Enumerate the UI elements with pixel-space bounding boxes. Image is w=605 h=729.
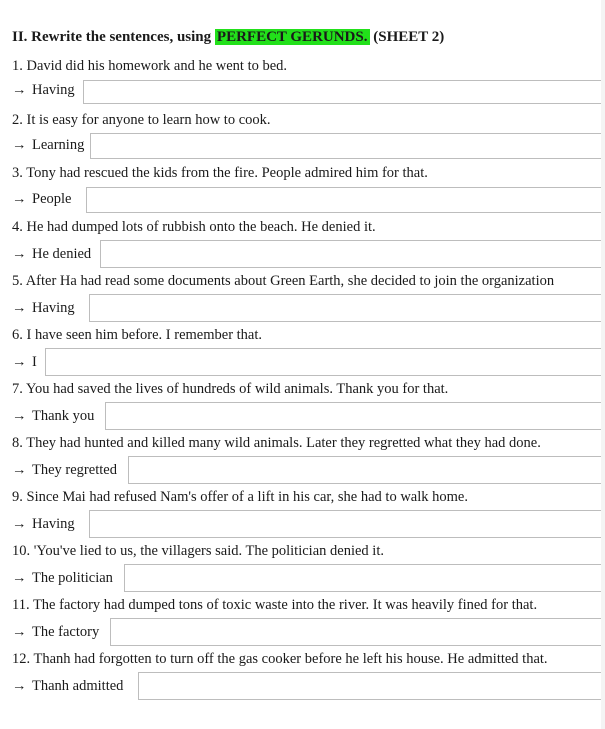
answer-prompt-5 xyxy=(12,300,75,317)
question-8: 8. They had hunted and killed many wild animals. Later they regretted what they had done. xyxy=(12,435,541,451)
answer-field-6[interactable] xyxy=(45,348,605,376)
arrow-icon: → xyxy=(12,191,27,207)
answer-prompt-10 xyxy=(12,570,113,587)
question-9: 9. Since Mai had refused Nam's offer of a lift in his car, she had to walk home. xyxy=(12,489,468,505)
answer-field-5[interactable] xyxy=(89,294,605,322)
page-edge xyxy=(601,0,605,729)
title-prefix: II. Rewrite the sentences, using xyxy=(12,29,215,45)
answer-lead-3: People xyxy=(32,191,72,207)
answer-field-9[interactable] xyxy=(89,510,605,538)
answer-lead-6: I xyxy=(32,354,37,370)
arrow-icon: → xyxy=(12,624,27,640)
answer-lead-12: Thanh admitted xyxy=(32,678,124,694)
answer-prompt-3 xyxy=(12,191,71,208)
arrow-icon: → xyxy=(12,678,27,694)
answer-prompt-1 xyxy=(12,82,75,99)
answer-field-11[interactable] xyxy=(110,618,605,646)
answer-prompt-12 xyxy=(12,678,123,695)
question-5: 5. After Ha had read some documents about Green Earth, she decided to join the organization xyxy=(12,273,555,289)
answer-field-10[interactable] xyxy=(124,564,605,592)
answer-field-2[interactable] xyxy=(90,133,605,159)
answer-field-12[interactable] xyxy=(138,672,605,700)
arrow-icon: → xyxy=(12,82,27,98)
question-6: 6. I have seen him before. I remember that. xyxy=(12,327,263,343)
arrow-icon: → xyxy=(12,246,27,262)
answer-prompt-2 xyxy=(12,137,84,154)
exercise-title xyxy=(12,29,444,46)
answer-field-4[interactable] xyxy=(100,240,605,268)
answer-lead-1: Having xyxy=(32,82,75,98)
answer-lead-7: Thank you xyxy=(32,408,95,424)
answer-field-8[interactable] xyxy=(128,456,605,484)
answer-prompt-9 xyxy=(12,516,75,533)
question-11: 11. The factory had dumped tons of toxic waste into the river. It was heavily fined for that. xyxy=(12,597,538,613)
title-suffix: (SHEET 2) xyxy=(369,29,445,45)
answer-prompt-8 xyxy=(12,462,117,479)
arrow-icon: → xyxy=(12,354,27,370)
question-12: 12. Thanh had forgotten to turn off the gas cooker before he left his house. He admitted that. xyxy=(12,651,548,667)
answer-lead-2: Learning xyxy=(32,137,85,153)
answer-lead-9: Having xyxy=(32,516,75,532)
answer-lead-4: He denied xyxy=(32,246,92,262)
question-1: 1. David did his homework and he went to bed. xyxy=(12,58,288,74)
answer-field-7[interactable] xyxy=(105,402,605,430)
title-highlight: PERFECT GERUNDS. xyxy=(216,29,368,45)
arrow-icon: → xyxy=(12,408,27,424)
question-10: 10. 'You've lied to us, the villagers said. The politician denied it. xyxy=(12,543,384,559)
arrow-icon: → xyxy=(12,516,27,532)
answer-field-1[interactable] xyxy=(83,80,605,104)
question-2: 2. It is easy for anyone to learn how to cook. xyxy=(12,112,271,128)
arrow-icon: → xyxy=(12,300,27,316)
question-7: 7. You had saved the lives of hundreds of wild animals. Thank you for that. xyxy=(12,381,449,397)
arrow-icon: → xyxy=(12,137,27,153)
arrow-icon: → xyxy=(12,462,27,478)
answer-lead-11: The factory xyxy=(32,624,100,640)
question-3: 3. Tony had rescued the kids from the fire. People admired him for that. xyxy=(12,165,428,181)
answer-lead-8: They regretted xyxy=(32,462,117,478)
answer-lead-10: The politician xyxy=(32,570,113,586)
question-4: 4. He had dumped lots of rubbish onto the beach. He denied it. xyxy=(12,219,376,235)
answer-field-3[interactable] xyxy=(86,187,605,213)
answer-lead-5: Having xyxy=(32,300,75,316)
answer-prompt-4 xyxy=(12,246,91,263)
answer-prompt-11 xyxy=(12,624,99,641)
answer-prompt-6 xyxy=(12,354,37,371)
arrow-icon: → xyxy=(12,570,27,586)
answer-prompt-7 xyxy=(12,408,94,425)
